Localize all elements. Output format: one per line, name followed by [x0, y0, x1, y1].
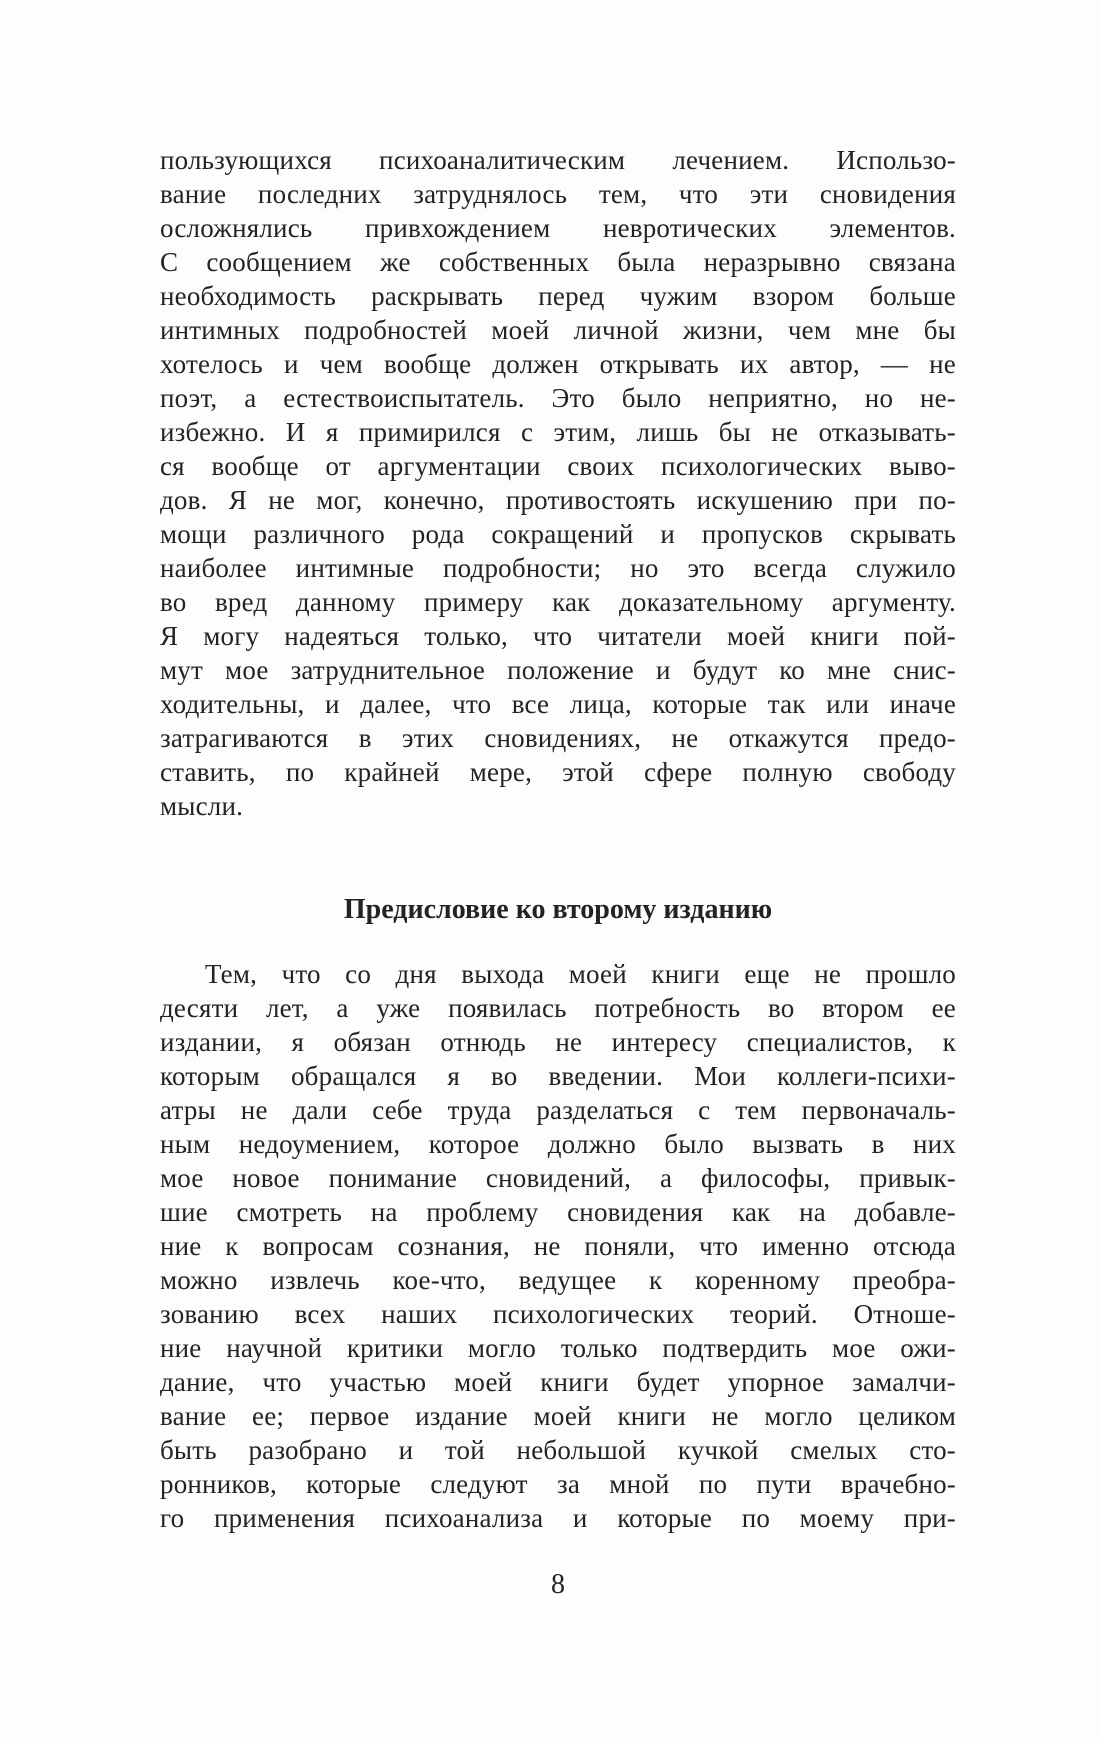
text-line: пользующихся психоаналитическим лечением. Использо- [160, 145, 956, 175]
text-line: ронников, которые следуют за мной по пути врачебно- [160, 1469, 956, 1499]
text-line: ся вообще от аргументации своих психологических выво- [160, 451, 956, 481]
text-line: шие смотреть на проблему сновидения как на добавле- [160, 1197, 956, 1227]
text-line: быть разобрано и той небольшой кучкой смелых сто- [160, 1435, 956, 1465]
text-line: вание последних затруднялось тем, что эти сновидения [160, 179, 956, 209]
text-line: наиболее интимные подробности; но это всегда служило [160, 553, 956, 583]
text-line: С сообщением же собственных была неразрывно связана [160, 247, 956, 277]
text-line: зованию всех наших психологических теорий. Отноше- [160, 1299, 956, 1329]
text-line: дание, что участью моей книги будет упорное замалчи- [160, 1367, 956, 1397]
text-line: которым обращался я во введении. Мои коллеги-психи- [160, 1061, 956, 1091]
text-line: десяти лет, а уже появилась потребность во втором ее [160, 993, 956, 1023]
text-line: хотелось и чем вообще должен открывать их автор, — не [160, 349, 956, 379]
text-line: Я могу надеяться только, что читатели моей книги пой- [160, 621, 956, 651]
text-line: го применения психоанализа и которые по моему при- [160, 1503, 956, 1533]
text-line: ходительны, и далее, что все лица, которые так или иначе [160, 689, 956, 719]
text-line: поэт, а естествоиспытатель. Это было неприятно, но не- [160, 383, 956, 413]
paragraph-continuation [160, 143, 956, 823]
text-line: вание ее; первое издание моей книги не могло целиком [160, 1401, 956, 1431]
text-line: ным недоумением, которое должно было вызвать в них [160, 1129, 956, 1159]
text-line: избежно. И я примирился с этим, лишь бы не отказывать- [160, 417, 956, 447]
text-line: можно извлечь кое-что, ведущее к коренному преобра- [160, 1265, 956, 1295]
text-line: мое новое понимание сновидений, а философы, привык- [160, 1163, 956, 1193]
text-line: Тем, что со дня выхода моей книги еще не прошло [205, 959, 956, 989]
text-line: затрагиваются в этих сновидениях, не откажутся предо- [160, 723, 956, 753]
paragraph-preface-second-edition [160, 957, 956, 1535]
text-line: атры не дали себе труда разделаться с тем первоначаль- [160, 1095, 956, 1125]
text-line: во вред данному примеру как доказательному аргументу. [160, 587, 956, 617]
page-number: 8 [551, 1569, 565, 1600]
text-line: осложнялись привхождением невротических элементов. [160, 213, 956, 243]
text-line: дов. Я не мог, конечно, противостоять искушению при по- [160, 485, 956, 515]
section-heading: Предисловие ко второму изданию [343, 894, 773, 925]
text-column [160, 143, 956, 1535]
text-line: необходимость раскрывать перед чужим взором больше [160, 281, 956, 311]
text-line: интимных подробностей моей личной жизни, чем мне бы [160, 315, 956, 345]
text-line: мут мое затруднительное положение и будут ко мне снис- [160, 655, 956, 685]
text-line: мощи различного рода сокращений и пропусков скрывать [160, 519, 956, 549]
text-line: ставить, по крайней мере, этой сфере полную свободу [160, 757, 956, 787]
text-line: ние научной критики могло только подтвердить мое ожи- [160, 1333, 956, 1363]
text-line: мысли. [160, 791, 244, 821]
text-line: ние к вопросам сознания, не поняли, что именно отсюда [160, 1231, 956, 1261]
text-line: издании, я обязан отнюдь не интересу специалистов, к [160, 1027, 956, 1057]
